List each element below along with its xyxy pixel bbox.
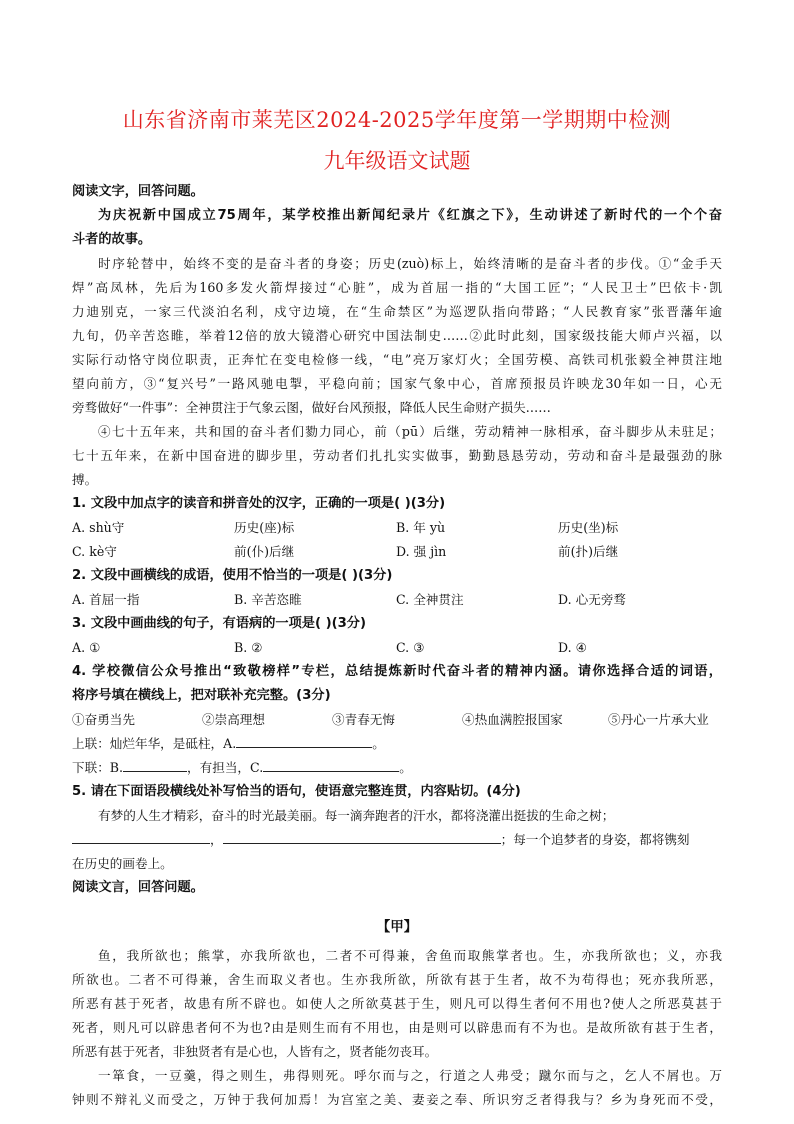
choice-item: ④热血满腔报国家	[462, 712, 563, 727]
question-2-stem: 2. 文段中画横线的成语，使用不恰当的一项是( )(3分)	[72, 568, 393, 583]
question-1-stem: 1. 文段中加点字的读音和拼音处的汉字，正确的一项是( )(3分)	[72, 496, 446, 511]
choice-item: ②崇高理想	[202, 712, 265, 727]
exam-title: 山东省济南市莱芜区2024-2025学年度第一学期期中检测	[122, 108, 672, 132]
question-4-stem: 4. 学校微信公众号推出“致敬榜样”专栏，总结提炼新时代奋斗者的精神内涵。请你选择合适的词语，	[72, 664, 722, 679]
answer-blank-a[interactable]	[236, 733, 372, 748]
choice-item: ③青春无悔	[332, 712, 395, 727]
classical-line: 钟则不辩礼义而受之，万钟于我何加焉！为宫室之美、妻妾之奉、所识穷乏者得我与？乡为身死而不受，	[72, 1092, 722, 1107]
classical-line: 所恶有甚于死者，故患有所不辟也。如使人之所欲莫甚于生，则凡可以得生者何不用也?使人之所恶莫甚于	[72, 996, 722, 1011]
couplet-lower-label: 下联：B.	[72, 760, 124, 775]
option-b[interactable]: B. ②	[234, 640, 263, 655]
passage-line: 七十五年来，在新中国奋进的脚步里，劳动者们扎扎实实做事，勤勤恳恳劳动，劳动和奋斗是最强劲的脉	[72, 448, 722, 463]
option-c[interactable]: C. ③	[396, 640, 425, 655]
exam-content	[72, 180, 722, 1112]
classical-line: 死者，则凡可以辟患者何不为也?由是则生而有不用也，由是则可以辟患而有不为也。是故所欲有甚于生者，	[72, 1020, 722, 1035]
option-d-detail: 前(扑)后继	[558, 544, 619, 559]
couplet-upper	[72, 732, 722, 756]
couplet-upper-label: 上联：灿烂年华，是砥柱，A.	[72, 736, 237, 751]
question-1-options-row	[72, 516, 722, 540]
passage-line: 实际行动恪守岗位职责，正奔忙在变电检修一线，“电”亮万家灯火；全国劳模、高铁司机张毅全神贯注地	[72, 352, 722, 367]
passage-line: 搏。	[72, 472, 98, 487]
option-d[interactable]: D. ④	[558, 640, 587, 655]
answer-blank-1[interactable]	[72, 829, 210, 844]
question-3-options-row	[72, 636, 722, 660]
option-d[interactable]: D. 强 jìn	[396, 544, 447, 559]
option-a[interactable]: A. 首屈一指	[72, 592, 140, 607]
section2-heading: 阅读文言，回答问题。	[72, 880, 204, 895]
option-a[interactable]: A. ①	[72, 640, 101, 655]
option-b[interactable]: B. 辛苦恣睢	[234, 592, 302, 607]
passage-line: 时序轮替中，始终不变的是奋斗者的身姿；历史(zuò)标上，始终清晰的是奋斗者的步伐。①“金手天	[98, 256, 722, 271]
option-c-detail: 前(仆)后继	[234, 544, 295, 559]
option-c[interactable]: C. kè守	[72, 544, 117, 559]
question-5-stem: 5. 请在下面语段横线处补写恰当的语句，使语意完整连贯，内容贴切。(4分)	[72, 784, 521, 799]
option-b-detail: 历史(坐)标	[558, 520, 619, 535]
option-a[interactable]: A. shù守	[72, 520, 125, 535]
classical-line: 一箪食，一豆羹，得之则生，弗得则死。呼尔而与之，行道之人弗受；蹴尔而与之，乞人不屑也。万	[98, 1068, 722, 1083]
part-jia-title: 【甲】	[376, 919, 418, 935]
question-4-choices-row	[72, 708, 722, 732]
option-c[interactable]: C. 全神贯注	[396, 592, 464, 607]
passage-line: 焊”高凤林，先后为160多发火箭焊接过“心脏”，成为首屈一指的“大国工匠”；“人民卫士”巴依卡·凯	[72, 280, 722, 295]
option-b[interactable]: B. 年 yù	[396, 520, 446, 535]
option-d[interactable]: D. 心无旁骛	[558, 592, 627, 607]
classical-line: 所欲也。二者不可得兼，舍生而取义者也。生亦我所欲，所欲有甚于生者，故不为苟得也；死亦我所恶，	[72, 972, 722, 987]
question-5-line	[72, 828, 722, 852]
blank-separator: ，	[210, 832, 223, 847]
intro-line: 斗者的故事。	[72, 232, 152, 247]
question-3-stem: 3. 文段中画曲线的句子，有语病的一项是( )(3分)	[72, 616, 367, 631]
passage-line: 旁骛做好“一件事”：全神贯注于气象云图，做好台风预报，降低人民生命财产损失……	[72, 400, 551, 415]
question-5-line: 有梦的人生才精彩，奋斗的时光最美丽。每一滴奔跑者的汗水，都将浇灌出挺拔的生命之树；	[98, 808, 615, 823]
section1-heading: 阅读文字，回答问题。	[72, 184, 204, 199]
question-5-line-tail: ；每一个追梦者的身姿，都将镌刻	[500, 832, 690, 847]
classical-line: 鱼，我所欲也；熊掌，亦我所欲也，二者不可得兼，舍鱼而取熊掌者也。生，亦我所欲也；义，亦我	[98, 948, 722, 963]
passage-line: 力迪别克，一家三代淡泊名利，戍守边境，在“生命禁区”为巡逻队指向带路；“人民教育家”张晋藩年逾	[72, 304, 722, 319]
couplet-lower	[72, 756, 722, 780]
answer-blank-c[interactable]	[263, 757, 399, 772]
couplet-lower-middle: ，有担当，C.	[187, 760, 264, 775]
question-1-options-row	[72, 540, 722, 564]
answer-blank-2[interactable]	[223, 829, 501, 844]
question-5-line: 在历史的画卷上。	[72, 856, 173, 871]
question-4-stem: 将序号填在横线上，把对联补充完整。(3分)	[72, 688, 331, 703]
answer-blank-b[interactable]	[123, 757, 187, 772]
couplet-upper-end: 。	[372, 736, 385, 751]
classical-line: 所恶有甚于死者，非独贤者有是心也，人皆有之，贤者能勿丧耳。	[72, 1044, 438, 1059]
passage-line: 九旬，仍辛苦恣睢，举着12倍的放大镜潜心研究中国法制史……②此时此刻，国家级技能大师卢兴福，以	[72, 328, 722, 343]
option-a-detail: 历史(座)标	[234, 520, 295, 535]
question-2-options-row	[72, 588, 722, 612]
intro-line: 为庆祝新中国成立75周年，某学校推出新闻纪录片《红旗之下》，生动讲述了新时代的一个个奋	[98, 208, 722, 223]
passage-line: 望向前方，③“复兴号”一路风驰电掣，平稳向前；国家气象中心，首席预报员许映龙30年如一日，心无	[72, 376, 722, 391]
exam-subtitle: 九年级语文试题	[323, 149, 471, 173]
choice-item: ①奋勇当先	[72, 712, 135, 727]
couplet-lower-end: 。	[399, 760, 412, 775]
choice-item: ⑤丹心一片承大业	[608, 712, 709, 727]
passage-line: ④七十五年来，共和国的奋斗者们勠力同心，前（pū）后继，劳动精神一脉相承，奋斗脚步从未驻足；	[98, 424, 722, 439]
